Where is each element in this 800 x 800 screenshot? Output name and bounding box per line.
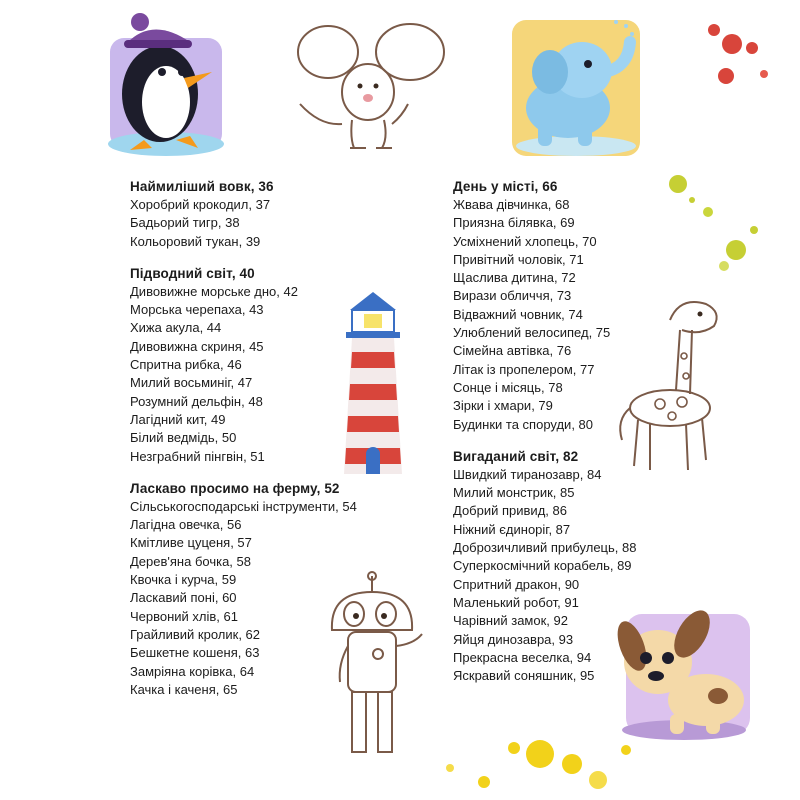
toc-entry: Привітний чоловік, 71 xyxy=(453,251,584,267)
toc-entry: Літак із пропелером, 77 xyxy=(453,361,595,377)
toc-entry: Будинки та споруди, 80 xyxy=(453,416,594,432)
toc-entry: Сонце і місяць, 78 xyxy=(453,379,563,395)
toc-entry: Бешкетне кошеня, 63 xyxy=(130,645,260,661)
penguin-illustration xyxy=(100,12,236,158)
toc-entry: Дивовижне морське дно, 42 xyxy=(130,283,298,299)
toc-entry: Маленький робот, 91 xyxy=(453,594,579,610)
toc-entry: Добрий привид, 86 xyxy=(453,503,567,519)
toc-entry: Вирази обличчя, 73 xyxy=(453,288,572,304)
toc-entry: Кольоровий тукан, 39 xyxy=(130,233,261,249)
toc-entry: Хижа акула, 44 xyxy=(130,320,222,336)
toc-entry: Бадьорий тигр, 38 xyxy=(130,215,240,231)
toc-entry: Кмітливе цуценя, 57 xyxy=(130,535,252,551)
section-title: День у місті, 66 xyxy=(453,179,558,194)
toc-entry: Приязна білявка, 69 xyxy=(453,215,575,231)
toc-entry: Милий восьминіг, 47 xyxy=(130,375,253,391)
toc-entry: Відважний човник, 74 xyxy=(453,306,583,322)
section-title: Вигаданий світ, 82 xyxy=(453,448,579,464)
mouse-drawing xyxy=(290,20,450,155)
toc-entry: Сімейна автівка, 76 xyxy=(453,343,572,359)
toc-entry: Ласкавий поні, 60 xyxy=(130,590,237,606)
toc-entry: Дерев'яна бочка, 58 xyxy=(130,553,251,569)
toc-entry: Замріяна корівка, 64 xyxy=(130,663,255,679)
toc-entry: Розумний дельфін, 48 xyxy=(130,393,263,409)
paint-splash-red xyxy=(680,18,780,108)
toc-entry: Грайливий кролик, 62 xyxy=(130,626,260,642)
toc-entry: Швидкий тиранозавр, 84 xyxy=(453,466,602,482)
toc-entry: Сільськогосподарські інструменти, 54 xyxy=(130,498,357,514)
toc-entry: Морська черепаха, 43 xyxy=(130,302,264,318)
toc-entry: Качка і каченя, 65 xyxy=(130,681,238,697)
toc-left-column xyxy=(130,178,370,699)
toc-entry: Білий ведмідь, 50 xyxy=(130,430,237,446)
section-title: Ласкаво просимо на ферму, 52 xyxy=(130,480,340,496)
toc-entry: Спритна рибка, 46 xyxy=(130,357,242,373)
toc-entry: Усміхнений хлопець, 70 xyxy=(453,233,597,249)
toc-entry: Зірки і хмари, 79 xyxy=(453,398,553,414)
toc-section xyxy=(453,178,653,434)
toc-entry: Суперкосмічний корабель, 89 xyxy=(453,558,632,574)
toc-section xyxy=(130,178,370,251)
toc-entry: Прекрасна веселка, 94 xyxy=(453,649,592,665)
toc-entry: Ніжний єдиноріг, 87 xyxy=(453,521,571,537)
toc-entry: Квочка і курча, 59 xyxy=(130,572,237,588)
toc-entry: Чарівний замок, 92 xyxy=(453,613,568,629)
toc-entry: Хоробрий крокодил, 37 xyxy=(130,197,271,212)
toc-entry: Червоний хлів, 61 xyxy=(130,608,238,624)
toc-entry: Милий монстрик, 85 xyxy=(453,485,575,501)
section-title: Наймиліший вовк, 36 xyxy=(130,179,274,194)
toc-entry: Яйця динозавра, 93 xyxy=(453,631,574,647)
toc-entry: Незграбний пінгвін, 51 xyxy=(130,448,265,464)
toc-entry: Лагідна овечка, 56 xyxy=(130,517,242,533)
toc-entry: Жвава дівчинка, 68 xyxy=(453,197,570,212)
toc-entry: Яскравий соняшник, 95 xyxy=(453,668,595,684)
toc-entry: Улюблений велосипед, 75 xyxy=(453,325,611,341)
toc-right-column xyxy=(453,178,653,685)
toc-entry: Доброзичливий прибулець, 88 xyxy=(453,540,637,556)
section-title: Підводний світ, 40 xyxy=(130,265,255,281)
elephant-illustration xyxy=(508,12,644,158)
toc-section xyxy=(130,480,370,699)
toc-entry: Щаслива дитина, 72 xyxy=(453,270,576,286)
toc-entry: Спритний дракон, 90 xyxy=(453,576,580,592)
toc-section xyxy=(453,448,653,686)
toc-entry: Дивовижна скриня, 45 xyxy=(130,338,264,354)
paint-splash-yellow xyxy=(420,720,650,800)
paint-splash-green xyxy=(658,160,768,300)
toc-section xyxy=(130,265,370,466)
toc-entry: Лагідний кит, 49 xyxy=(130,411,226,427)
